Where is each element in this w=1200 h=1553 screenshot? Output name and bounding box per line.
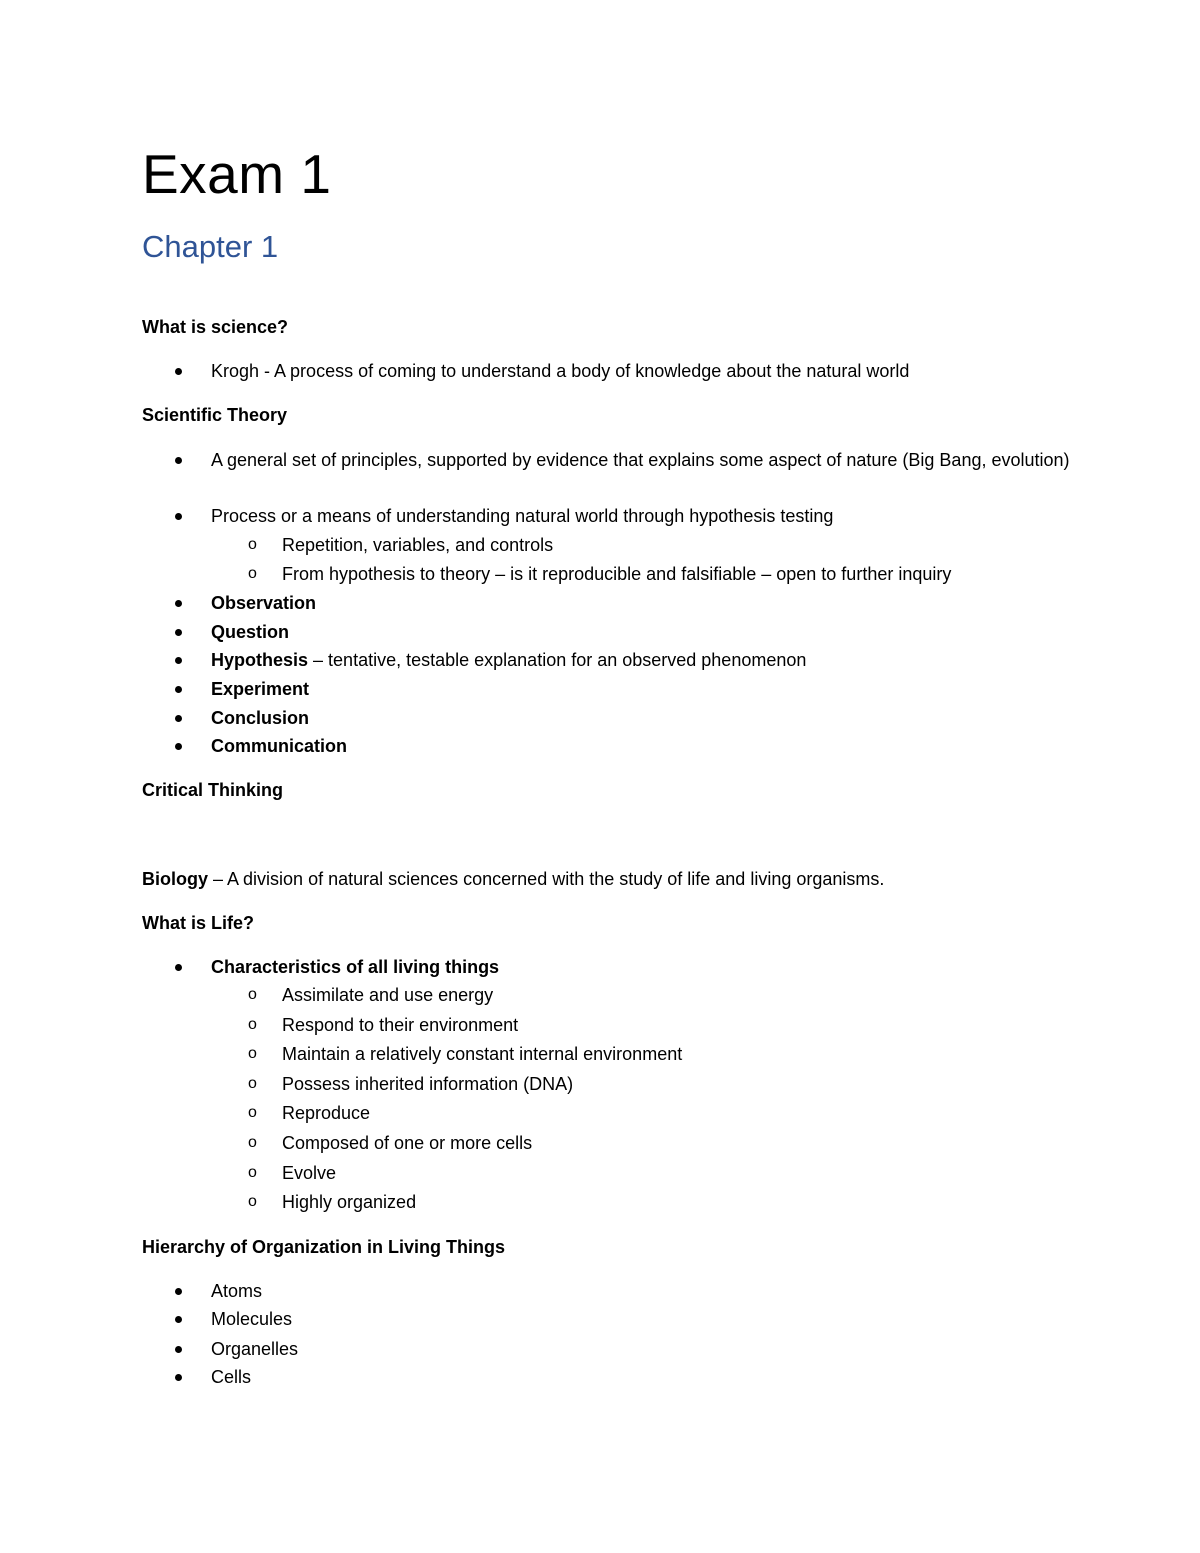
section-heading-scientific-theory: Scientific Theory <box>142 405 288 425</box>
list-item-text: Experiment <box>211 679 310 699</box>
term: Biology <box>142 869 208 889</box>
bullet-icon <box>175 457 182 464</box>
sub-bullet-marker: o <box>248 1016 257 1033</box>
term: Hypothesis <box>211 650 309 670</box>
list-item-text: Characteristics of all living things <box>211 957 500 977</box>
list-item-text: Communication <box>211 736 348 756</box>
bullet-icon <box>175 368 182 375</box>
sub-bullet-marker: o <box>248 1164 257 1181</box>
section-heading-hierarchy: Hierarchy of Organization in Living Things <box>142 1237 506 1257</box>
definition: – tentative, testable explanation for an observed phenomenon <box>308 650 807 670</box>
sub-bullet-marker: o <box>248 1104 257 1121</box>
bullet-icon <box>175 513 182 520</box>
list-item-text: Organelles <box>211 1339 299 1359</box>
bullet-icon <box>175 1316 182 1323</box>
biology-definition <box>142 867 884 891</box>
bullet-icon <box>175 743 182 750</box>
sub-bullet-marker: o <box>248 1075 257 1092</box>
sub-list-item-text: Highly organized <box>282 1192 417 1212</box>
bullet-icon <box>175 1288 182 1295</box>
bullet-icon <box>175 629 182 636</box>
bullet-icon <box>175 1346 182 1353</box>
sub-bullet-marker: o <box>248 1045 257 1062</box>
list-item-text: Question <box>211 622 290 642</box>
section-heading-critical-thinking: Critical Thinking <box>142 780 284 800</box>
sub-list-item-text: Assimilate and use energy <box>282 985 494 1005</box>
sub-list-item-text: Repetition, variables, and controls <box>282 535 554 555</box>
definition: – A division of natural sciences concerned with the study of life and living organisms. <box>208 869 885 889</box>
list-item-text: A general set of principles, supported by evidence that explains some aspect of nature (Big Bang, evolution) <box>211 450 1070 470</box>
document-title: Exam 1 <box>142 143 332 205</box>
list-item-text <box>211 648 806 672</box>
section-heading-what-is-science: What is science? <box>142 317 289 337</box>
bullet-icon <box>175 657 182 664</box>
list-item-text: Conclusion <box>211 708 309 728</box>
sub-bullet-marker: o <box>248 565 257 582</box>
list-item-text: Observation <box>211 593 317 613</box>
sub-bullet-marker: o <box>248 986 257 1003</box>
sub-bullet-marker: o <box>248 1193 257 1210</box>
sub-list-item-text: Evolve <box>282 1163 337 1183</box>
sub-list-item-text: Composed of one or more cells <box>282 1133 533 1153</box>
list-item-text: Atoms <box>211 1281 263 1301</box>
chapter-heading: Chapter 1 <box>142 229 279 264</box>
sub-bullet-marker: o <box>248 1134 257 1151</box>
sub-bullet-marker: o <box>248 536 257 553</box>
sub-list-item-text: Reproduce <box>282 1103 371 1123</box>
bullet-icon <box>175 1374 182 1381</box>
sub-list-item-text: Respond to their environment <box>282 1015 519 1035</box>
list-item-text: Krogh - A process of coming to understand a body of knowledge about the natural world <box>211 361 910 381</box>
list-item-text: Process or a means of understanding natural world through hypothesis testing <box>211 506 834 526</box>
sub-list-item-text: Possess inherited information (DNA) <box>282 1074 574 1094</box>
sub-list-item-text: From hypothesis to theory – is it reproducible and falsifiable – open to further inquiry <box>282 564 952 584</box>
list-item-text: Molecules <box>211 1309 293 1329</box>
bullet-icon <box>175 964 182 971</box>
bullet-icon <box>175 600 182 607</box>
section-heading-what-is-life: What is Life? <box>142 913 254 933</box>
sub-list-item-text: Maintain a relatively constant internal environment <box>282 1044 683 1064</box>
list-item-text: Cells <box>211 1367 252 1387</box>
bullet-icon <box>175 715 182 722</box>
bullet-icon <box>175 686 182 693</box>
